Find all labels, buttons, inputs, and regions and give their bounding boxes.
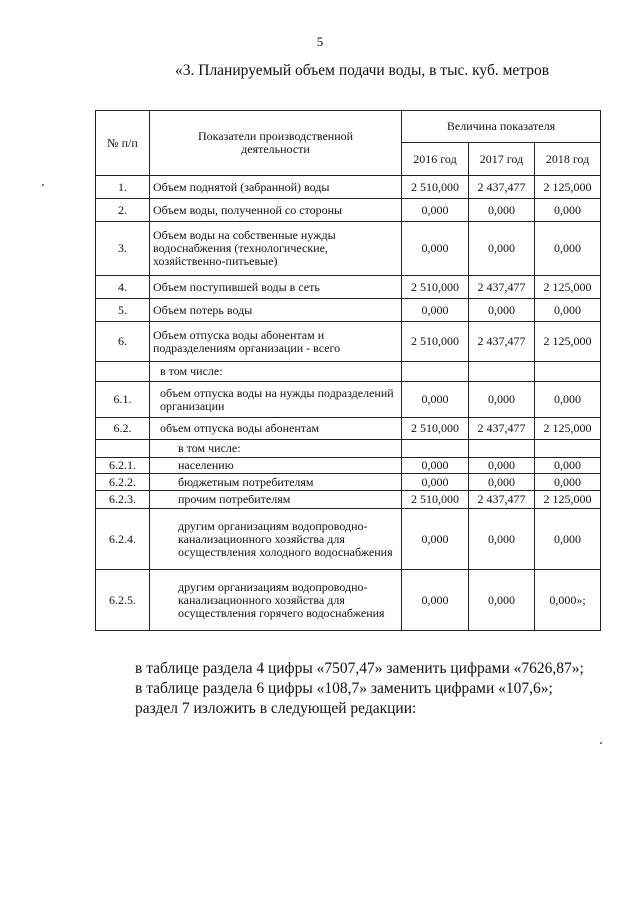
value-2017: 0,000 bbox=[469, 474, 535, 491]
amendment-line: раздел 7 изложить в следующей редакции: bbox=[135, 700, 417, 717]
value-2017: 0,000 bbox=[469, 299, 535, 322]
table-row bbox=[96, 176, 601, 199]
value-2017: 0,000 bbox=[469, 570, 535, 631]
row-label: прочим потребителям bbox=[150, 491, 402, 509]
value-2016: 2 510,000 bbox=[402, 276, 469, 299]
row-number: 6.2. bbox=[96, 418, 150, 440]
row-number: 6.2.4. bbox=[96, 509, 150, 570]
table-row bbox=[96, 440, 601, 458]
value-2018: 0,000 bbox=[535, 299, 601, 322]
value-2016 bbox=[402, 362, 469, 382]
table-row bbox=[96, 491, 601, 509]
amendment-line: в таблице раздела 4 цифры «7507,47» заменить цифрами «7626,87»; bbox=[135, 660, 584, 677]
row-label: объем отпуска воды абонентам bbox=[150, 418, 402, 440]
value-2018 bbox=[535, 440, 601, 458]
value-2018: 0,000 bbox=[535, 222, 601, 276]
table-row bbox=[96, 418, 601, 440]
row-number: 6.2.5. bbox=[96, 570, 150, 631]
amendments-block bbox=[135, 659, 584, 719]
value-2016: 0,000 bbox=[402, 222, 469, 276]
value-2016: 0,000 bbox=[402, 299, 469, 322]
row-label: Объем поступившей воды в сеть bbox=[150, 276, 402, 299]
table-row bbox=[96, 276, 601, 299]
value-2016: 0,000 bbox=[402, 458, 469, 474]
row-label: в том числе: bbox=[150, 440, 402, 458]
row-number: 6.2.1. bbox=[96, 458, 150, 474]
row-number: 6.1. bbox=[96, 382, 150, 418]
row-label: Объем воды, полученной со стороны bbox=[150, 199, 402, 222]
table-row bbox=[96, 299, 601, 322]
table-row bbox=[96, 570, 601, 631]
header-value-group: Величина показателя bbox=[402, 111, 601, 143]
value-2018: 0,000»; bbox=[535, 570, 601, 631]
row-label: Объем воды на собственные нужды водоснабжения (технологические, хозяйственно-питьевые) bbox=[150, 222, 402, 276]
value-2018: 2 125,000 bbox=[535, 418, 601, 440]
header-year: 2018 год bbox=[535, 143, 601, 176]
table-row bbox=[96, 509, 601, 570]
value-2018: 2 125,000 bbox=[535, 176, 601, 199]
scan-speck bbox=[42, 184, 44, 186]
value-2018: 0,000 bbox=[535, 474, 601, 491]
row-label: Объем отпуска воды абонентам и подразделениям организации - всего bbox=[150, 322, 402, 362]
value-2016: 0,000 bbox=[402, 474, 469, 491]
water-supply-table bbox=[95, 110, 601, 631]
table-row bbox=[96, 382, 601, 418]
header-indicator: Показатели производственной деятельности bbox=[150, 111, 402, 176]
row-label: Объем потерь воды bbox=[150, 299, 402, 322]
scan-speck bbox=[600, 742, 602, 744]
row-label: в том числе: bbox=[150, 362, 402, 382]
row-number: 6.2.2. bbox=[96, 474, 150, 491]
value-2017: 2 437,477 bbox=[469, 176, 535, 199]
row-label: другим организациям водопроводно-канализационного хозяйства для осуществления горячего водоснабжения bbox=[150, 570, 402, 631]
value-2016: 0,000 bbox=[402, 570, 469, 631]
table-row bbox=[96, 199, 601, 222]
row-label: другим организациям водопроводно-канализационного хозяйства для осуществления холодного водоснабжения bbox=[150, 509, 402, 570]
row-number: 6.2.3. bbox=[96, 491, 150, 509]
value-2017: 2 437,477 bbox=[469, 418, 535, 440]
table-row bbox=[96, 362, 601, 382]
value-2017: 0,000 bbox=[469, 458, 535, 474]
value-2018: 0,000 bbox=[535, 199, 601, 222]
value-2016: 0,000 bbox=[402, 199, 469, 222]
section-title: «3. Планируемый объем подачи воды, в тыс. куб. метров bbox=[175, 62, 550, 79]
value-2018: 0,000 bbox=[535, 458, 601, 474]
table-row bbox=[96, 322, 601, 362]
value-2018: 0,000 bbox=[535, 382, 601, 418]
header-num: № п/п bbox=[96, 111, 150, 176]
row-label: Объем поднятой (забранной) воды bbox=[150, 176, 402, 199]
value-2018 bbox=[535, 362, 601, 382]
amendment-line: в таблице раздела 6 цифры «108,7» заменить цифрами «107,6»; bbox=[135, 680, 553, 697]
row-label: населению bbox=[150, 458, 402, 474]
row-number bbox=[96, 440, 150, 458]
value-2018: 2 125,000 bbox=[535, 276, 601, 299]
value-2017: 0,000 bbox=[469, 199, 535, 222]
value-2018: 0,000 bbox=[535, 509, 601, 570]
row-number: 1. bbox=[96, 176, 150, 199]
row-number: 6. bbox=[96, 322, 150, 362]
value-2016: 0,000 bbox=[402, 509, 469, 570]
value-2016: 2 510,000 bbox=[402, 418, 469, 440]
value-2017 bbox=[469, 440, 535, 458]
value-2017: 2 437,477 bbox=[469, 322, 535, 362]
table-row bbox=[96, 458, 601, 474]
row-label: объем отпуска воды на нужды подразделений организации bbox=[150, 382, 402, 418]
value-2016: 2 510,000 bbox=[402, 176, 469, 199]
value-2018: 2 125,000 bbox=[535, 491, 601, 509]
value-2017: 0,000 bbox=[469, 382, 535, 418]
header-year: 2017 год bbox=[469, 143, 535, 176]
value-2017: 2 437,477 bbox=[469, 491, 535, 509]
value-2018: 2 125,000 bbox=[535, 322, 601, 362]
value-2016: 0,000 bbox=[402, 382, 469, 418]
value-2016: 2 510,000 bbox=[402, 491, 469, 509]
row-number: 4. bbox=[96, 276, 150, 299]
page-number: 5 bbox=[316, 34, 324, 49]
value-2017: 0,000 bbox=[469, 509, 535, 570]
row-label: бюджетным потребителям bbox=[150, 474, 402, 491]
value-2016: 2 510,000 bbox=[402, 322, 469, 362]
row-number: 3. bbox=[96, 222, 150, 276]
header-year: 2016 год bbox=[402, 143, 469, 176]
value-2017 bbox=[469, 362, 535, 382]
row-number: 2. bbox=[96, 199, 150, 222]
row-number: 5. bbox=[96, 299, 150, 322]
row-number bbox=[96, 362, 150, 382]
value-2017: 0,000 bbox=[469, 222, 535, 276]
table-row bbox=[96, 222, 601, 276]
value-2016 bbox=[402, 440, 469, 458]
value-2017: 2 437,477 bbox=[469, 276, 535, 299]
table-row bbox=[96, 474, 601, 491]
